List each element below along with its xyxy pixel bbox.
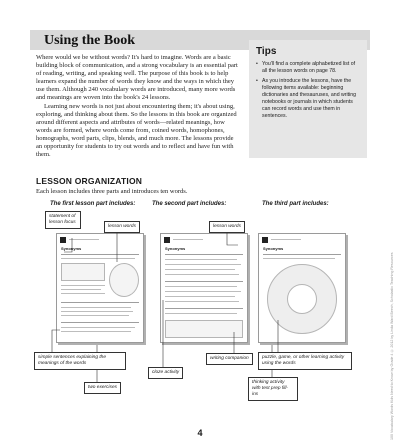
thumb-line (165, 274, 239, 275)
section-heading: LESSON ORGANIZATION (36, 176, 143, 186)
intro-text (36, 54, 240, 159)
thumb-puzzle-center (287, 284, 317, 314)
part-heading-third: The third part includes: (262, 201, 329, 207)
part-heading-first: The first lesson part includes: (50, 201, 136, 207)
thumb-line (61, 311, 133, 312)
thumb-line (61, 327, 135, 328)
thumb-heading: Synonyms (263, 246, 284, 251)
thumb-word-box (61, 263, 105, 281)
thumb-line (263, 254, 341, 255)
thumb-sun-graphic (109, 263, 139, 297)
thumb-heading: Synonyms (165, 246, 186, 251)
intro-paragraph: Where would we be without words? It's hard to imagine. Words are a basic building block of communication, and a strong vocabulary is an essential part of reading, writing, and speaking well. The purpose of this book is to help learners expand the number of words they know and the ways in which they use them. Although 240 vocabulary words are introduced, many more words and meanings are woven into the book's 24 lessons. (36, 54, 238, 102)
thumb-line (165, 308, 243, 309)
section-text: Each lesson includes three parts and introduces ten words. (36, 188, 188, 195)
thumb-line (61, 285, 105, 286)
lesson-number-block (60, 237, 66, 243)
thumb-heading: Synonyms (61, 246, 82, 251)
thumb-line (165, 286, 237, 287)
tips-item: • You'll find a complete alphabetized list of all the lesson words on page 78. (256, 61, 360, 75)
callout-two-exercises: two exercises (84, 382, 121, 394)
thumb-name-line (173, 239, 203, 240)
intro-paragraph: Learning new words is not just about encountering them; it's about using, exploring, and thinking about them. So the lessons in this book are organized around different aspects and attributes of words—related meanings, how words are formed, where words come from, coined words, homophones, homographs, word parts, clips, blends, and much more. The lessons provide an opportunity for students to try out words and to reflect and have fun with them. (36, 102, 237, 159)
page-number: 4 (197, 428, 203, 438)
callout-lesson-words-second: lesson words (209, 221, 245, 233)
thumb-line (61, 315, 129, 316)
part-heading-second: The second part includes: (152, 201, 227, 207)
lesson-page-thumbnail-third (258, 233, 346, 343)
thumb-line (165, 296, 235, 297)
lesson-number-block (262, 237, 268, 243)
thumb-line (165, 269, 235, 270)
thumb-line (61, 302, 139, 303)
callout-statement-of-focus: statement of lesson focus (45, 211, 81, 229)
callout-puzzle-game: puzzle, game, or other learning activity using the words (258, 352, 352, 370)
callout-writing-companion: writing companion (206, 353, 253, 365)
thumb-name-line (271, 239, 301, 240)
lesson-page-thumbnail-first (56, 233, 144, 343)
side-credit: 100 Vocabulary Words Kids Need to Know by Grade 4 © 2012 by Linda Ward Beech, Scholastic Teaching Resources (390, 252, 394, 440)
thumb-writing-box (165, 320, 243, 338)
thumb-line (165, 291, 241, 292)
page-title: Using the Book (44, 33, 136, 48)
callout-lesson-words-first: lesson words (104, 221, 140, 233)
thumb-line (61, 322, 139, 323)
thumb-line (61, 254, 139, 255)
thumb-line (165, 301, 239, 302)
thumb-line (165, 281, 243, 282)
tips-item: • As you introduce the lessons, have the following items available: beginning dictionaries and thesauruses, and writing notebooks or journals in which students can record words and use them in sentences. (256, 78, 360, 120)
thumb-line (61, 293, 105, 294)
thumb-line (61, 331, 131, 332)
thumb-line (61, 307, 131, 308)
callout-thinking-activity: thinking activity with test prep fill-ins (248, 377, 298, 401)
callout-cloze-activity: cloze activity (148, 367, 183, 379)
tips-list (256, 61, 360, 120)
lesson-page-thumbnail-second (160, 233, 248, 343)
thumb-line (263, 258, 335, 259)
callout-simple-sentences: simple sentences explaining the meanings of the words (34, 352, 126, 370)
thumb-line (165, 254, 243, 255)
thumb-line (61, 258, 135, 259)
tips-box (249, 40, 367, 158)
thumb-line (165, 259, 237, 260)
thumb-line (165, 313, 237, 314)
lesson-number-block (164, 237, 170, 243)
thumb-name-line (69, 239, 99, 240)
tips-title: Tips (256, 46, 277, 57)
thumb-line (165, 264, 241, 265)
thumb-line (61, 289, 101, 290)
